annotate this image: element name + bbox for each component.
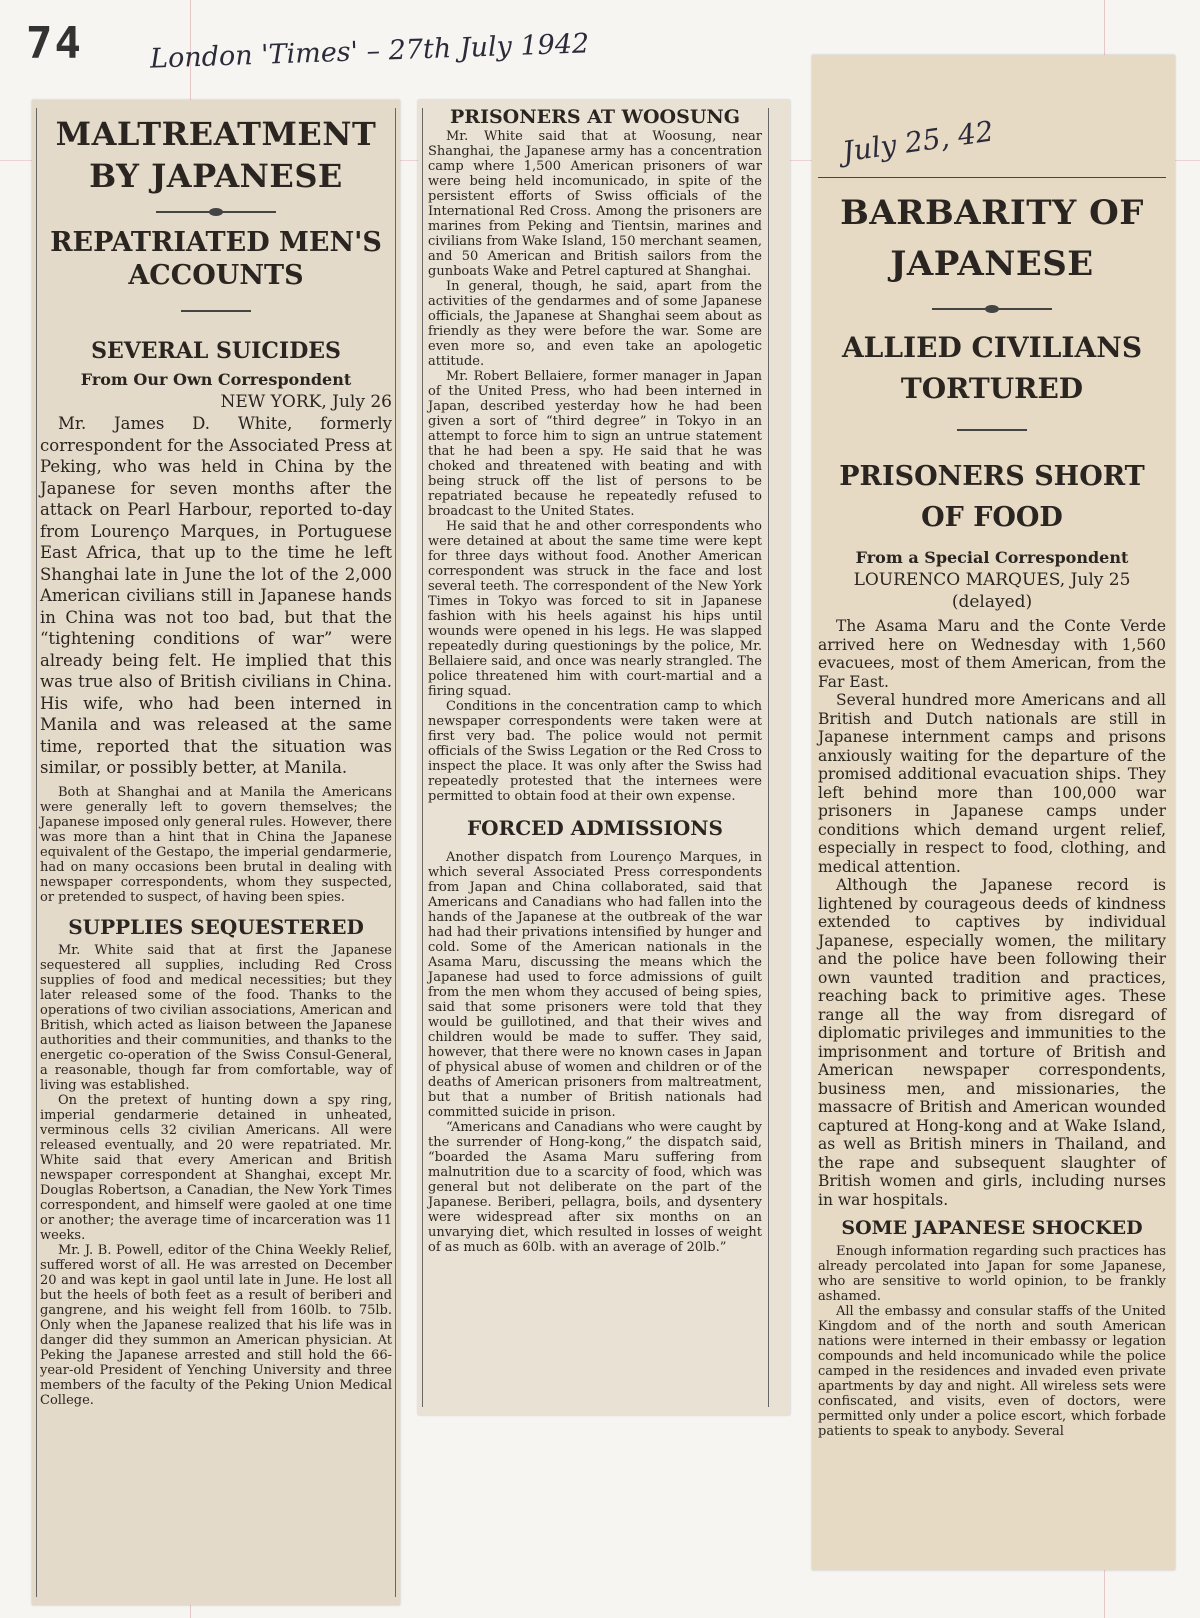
column-rule [36,108,37,1597]
section-heading: PRISONERS AT WOOSUNG [450,106,740,128]
dateline-note: (delayed) [951,592,1033,613]
clipping-left [32,100,400,1605]
article-paragraph: In general, though, he said, apart from the activities of the gendarmes and of some Japanese officials, the Japanese at Shanghai seem about as friendly as they were before the war. Some are even more so, and even take an apologetic attitude. [428,278,762,369]
article-paragraph: Mr. J. B. Powell, editor of the China Weekly Relief, suffered worst of all. He was arrested on December 20 and was kept in gaol until late in June. He lost all but the heels of both feet as a result of beriberi and gangrene, and his weight fell from 160lb. to 75lb. Only when the Japanese realized that his life was in danger did they summon an American physician. At Peking the Japanese arrested and still hold the 66-year-old President of Yenching University and three members of the faculty of the Peking Union Medical College. [40,1242,392,1408]
article-paragraph: On the pretext of hunting down a spy ring, imperial gendarmerie detained in unheated, verminous cells 32 civilian Americans. All were released eventually, and 20 were repatriated. Mr. White said that every American and British newspaper correspondent at Shanghai, except Mr. Douglas Robertson, a Canadian, the New York Times correspondent, and himself were gaoled at one time or another; the average time of incarceration was 11 weeks. [40,1092,392,1243]
byline: From a Special Correspondent [855,548,1129,568]
section-heading: SOME JAPANESE SHOCKED [841,1217,1143,1240]
article-paragraph: Mr. James D. White, formerly correspondent for the Associated Press at Peking, who was held in China by the Japanese for seven months after the attack on Pearl Harbour, reported to-day from Lourenço Marques, in Portuguese East Africa, that up to the time he left Shanghai late in June the lot of the 2,000 American civilians still in Japanese hands in China was not too bad, but that the “tightening conditions of war” were already being felt. He implied that this was true also of British civilians in China. His wife, who had been interned in Manila and was released at the same time, reported that the situation was similar, or possibly better, at Manila. [40,414,392,778]
handwritten-date-note: July 25, 42 [840,114,996,169]
article-paragraph: Another dispatch from Lourenço Marques, in which several Associated Press correspondents from Japan and China collaborated, said that Americans and Canadians who had fallen into the hands of the Japanese at the outbreak of the war had had their privations intensified by hunger and cold. Some of the American nationals in the Asama Maru, discussing the means which the Japanese had used to force admissions of guilt from the men whom they accused of being spies, said that some prisoners were told that they would be guillotined, and that their wives and children would be made to suffer. They said, however, that there were no known cases in Japan of physical abuse of women and children or of the deaths of American prisoners from maltreatment, but that a number of British nationals had committed suicide in prison. [428,849,762,1120]
article-paragraph: Although the Japanese record is lightened by courageous deeds of kindness extended to captives by individual Japanese, especially women, the military and the police have been following their own vaunted tradition and practices, reaching back to primitive ages. These range all the way from disregard of diplomatic privileges and immunities to the imprisonment and torture of British and American newspaper correspondents, business men, and missionaries, the massacre of British and American wounded captured at Hong-kong and at Wake Island, as well as British miners in Thailand, and the rape and subsequent slaughter of British women and girls, including nurses in war hospitals. [818,876,1166,1209]
divider [957,429,1027,431]
section-heading: FORCED ADMISSIONS [466,815,723,840]
dateline: LOURENCO MARQUES, July 25 [853,569,1131,590]
article-paragraph: Both at Shanghai and at Manila the Americans were generally left to govern themselves; the Japanese imposed only general rules. However, there was more than a hint that in China the Japanese equivalent of the Gestapo, the imperial gendarmerie, had on many occasions been brutal in dealing with newspaper correspondents, whom they suspected, or pretended to suspect, of having been spies. [40,784,392,905]
handwritten-source-note: London 'Times' – 27th July 1942 [149,28,590,75]
clipping-middle [418,100,790,1415]
subheadline: ALLIED CIVILIANS TORTURED [841,331,1143,405]
article-paragraph: “Americans and Canadians who were caught by the surrender of Hong-kong,” the dispatch said, “boarded the Asama Maru suffering from malnutrition due to a scarcity of food, which was general but not deliberate on the part of the Japanese. Beriberi, pellagra, boils, and dysentery were widespread after six months on an unvarying diet, which resulted in losses of weight of as much as 60lb. with an average of 20lb.” [428,1119,762,1255]
article-paragraph: Mr. White said that at Woosung, near Shanghai, the Japanese army has a concentration camp where 1,500 American prisoners of war were being held incomunicado, in spite of the persistent efforts of Swiss officials of the International Red Cross. Among the prisoners are marines from Peking and Tientsin, marines and civilians from Wake Island, 150 merchant seamen, and 50 American and British sailors from the gunboats Wake and Petrel captured at Shanghai. [428,128,762,279]
page-number: 74 [26,18,83,69]
ornament-divider [156,211,276,213]
column-rule [395,108,396,1597]
clipping-right [812,55,1175,1570]
headline: BARBARITY OF JAPANESE [840,193,1144,284]
divider [181,310,251,312]
article-paragraph: Enough information regarding such practices has already percolated into Japan for some Japanese, who are sensitive to world opinion, to be frankly ashamed. [818,1243,1166,1304]
column-rule [768,108,769,1407]
article-paragraph: He said that he and other correspondents who were detained at about the same time were kept for three days without food. Another American correspondent was struck in the face and lost several teeth. The correspondent of the New York Times in Tokyo was forced to sit in Japanese fashion with his heels against his hips until wounds were opened in his legs. He was slapped repeatedly during questionings by the police, Mr. Bellaiere said, and once was nearly strangled. The police threatened him with court-martial and a firing squad. [428,518,762,699]
section-heading: PRISONERS SHORT OF FOOD [839,461,1145,533]
article-paragraph: The Asama Maru and the Conte Verde arrived here on Wednesday with 1,560 evacuees, most of them American, from the Far East. [818,617,1166,691]
article-paragraph: Mr. Robert Bellaiere, former manager in Japan of the United Press, who had been interned in Japan, described yesterday how he had been given a sort of “third degree” in Tokyo in an attempt to force him to sign an untrue statement that he had been a spy. He said that he was choked and threatened with beating and with being struck off the list of persons to be repatriated because he repeatedly refused to broadcast to the United States. [428,368,762,519]
article-paragraph: Conditions in the concentration camp to which newspaper correspondents were taken were at first very bad. The police would not permit officials of the Swiss Legation or the Red Cross to inspect the place. It was only after the Swiss had repeatedly protested that the internees were permitted to obtain food at their own expense. [428,698,762,804]
dateline: NEW YORK, July 26 [220,392,392,413]
ornament-divider [932,308,1052,310]
section-heading: SUPPLIES SEQUESTERED [68,914,364,939]
article-paragraph: All the embassy and consular staffs of the United Kingdom and of the north and south American nations were interned in their embassy or legation compounds and held incomunicado while the police camped in the residences and invaded even private apartments by day and night. All wireless sets were confiscated, and visits, even of doctors, were permitted only under a police escort, which forbade patients to speak to anybody. Several [818,1303,1166,1439]
article-paragraph: Several hundred more Americans and all British and Dutch nationals are still in Japanese internment camps and prisons anxiously waiting for the departure of the promised additional evacuation ships. They left behind more than 100,000 war prisoners in Japanese camps under conditions which demand urgent relief, especially in respect to food, clothing, and medical attention. [818,691,1166,876]
column-rule [422,108,423,1407]
article-paragraph: Mr. White said that at first the Japanese sequestered all supplies, including Red Cross supplies of food and medical necessities; but they later released some of the food. Thanks to the operations of two civilian associations, American and British, which acted as liaison between the Japanese authorities and their communities, and thanks to the energetic co-operation of the Swiss Consul-General, a reasonable, though far from comfortable, way of living was established. [40,942,392,1093]
byline: From Our Own Correspondent [80,370,352,390]
section-heading: SEVERAL SUICIDES [91,337,341,364]
subheadline: REPATRIATED MEN'S ACCOUNTS [50,227,382,291]
headline: MALTREATMENT BY JAPANESE [55,115,377,195]
